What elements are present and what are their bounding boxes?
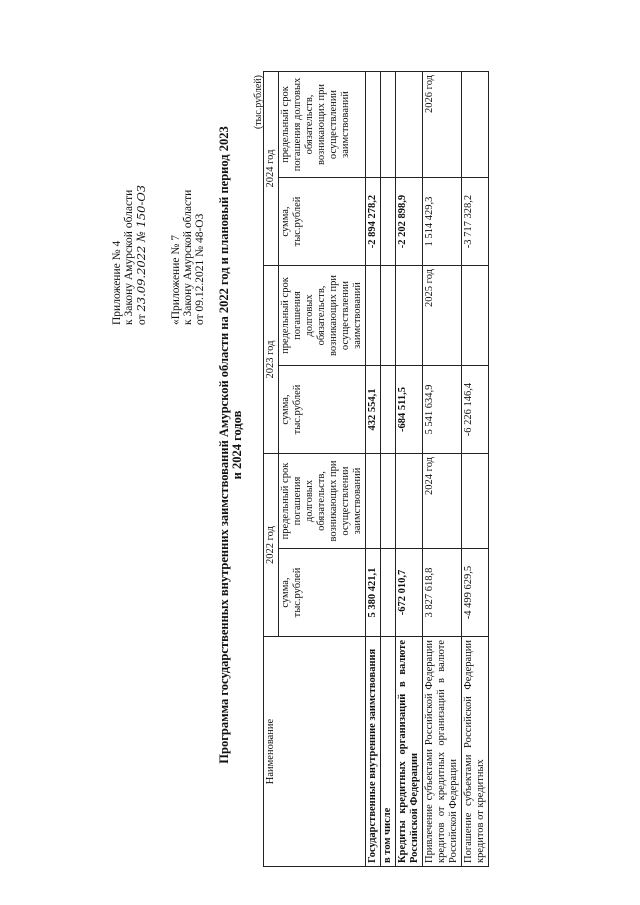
table-row: Государственные внутренние заимствования 5 380 421,1 432 554,1 -2 894 278,2 bbox=[366, 72, 381, 867]
column-header-sum: сумма, тыс.рублей bbox=[279, 366, 366, 454]
previous-appendix-header bbox=[170, 85, 206, 325]
previous-appendix-law: к Закону Амурской области bbox=[182, 189, 194, 325]
table-row: Погашение субъектами Российской Федерации кредитов от кредитных -4 499 629,5 -6 226 146,4 -3 717 328,2 bbox=[462, 72, 489, 867]
appendix-date: от 23.09.2022 № 150-ОЗ bbox=[134, 185, 148, 325]
table-row: Кредиты кредитных организаций в валюте Российской Федерации -672 010,7 -684 511,5 -2 202 898,9 bbox=[396, 72, 423, 867]
unit-label: (тыс.рублей) bbox=[253, 75, 264, 130]
previous-appendix-number: «Приложение № 7 bbox=[170, 235, 182, 325]
previous-appendix-date: от 09.12.2021 № 48-ОЗ bbox=[194, 213, 206, 325]
appendix-law: к Закону Амурской области bbox=[123, 189, 135, 325]
column-header-name: Наименование bbox=[264, 637, 366, 867]
appendix-header bbox=[111, 85, 148, 325]
table-row: в том числе bbox=[381, 72, 396, 867]
table-row: Привлечение субъектами Российской Федерации кредитов от кредитных организаций в валюте Российской Федерации 3 827 618,8 2024 год 5 541 634,9 2025 год 1 514 429,3 2026 год bbox=[423, 72, 462, 867]
handwritten-date: 23.09.2022 № 150-ОЗ bbox=[134, 185, 148, 312]
document-title: Программа государственных внутренних заимствований Амурской области на 2022 год и плановый период 2023 и 2024 годов bbox=[217, 126, 244, 764]
column-header-year: 2022 год bbox=[264, 454, 279, 637]
borrowing-table bbox=[263, 71, 489, 867]
column-header-deadline: предельный срок погашения долговых обязательств, возникающих при осуществлении заимствований bbox=[279, 454, 366, 549]
appendix-number: Приложение № 4 bbox=[111, 240, 123, 325]
column-header-year: 2023 год bbox=[264, 266, 279, 454]
column-header-deadline: предельный срок погашения долговых обязательств, возникающих при осуществлении заимствований bbox=[279, 72, 366, 178]
column-header-year: 2024 год bbox=[264, 72, 279, 266]
column-header-sum: сумма, тыс.рублей bbox=[279, 549, 366, 637]
column-header-deadline: предельный срок погашения долговых обязательств, возникающих при осуществлении заимствований bbox=[279, 266, 366, 366]
table-header-row bbox=[264, 72, 279, 867]
column-header-sum: сумма, тыс.рублей bbox=[279, 178, 366, 266]
